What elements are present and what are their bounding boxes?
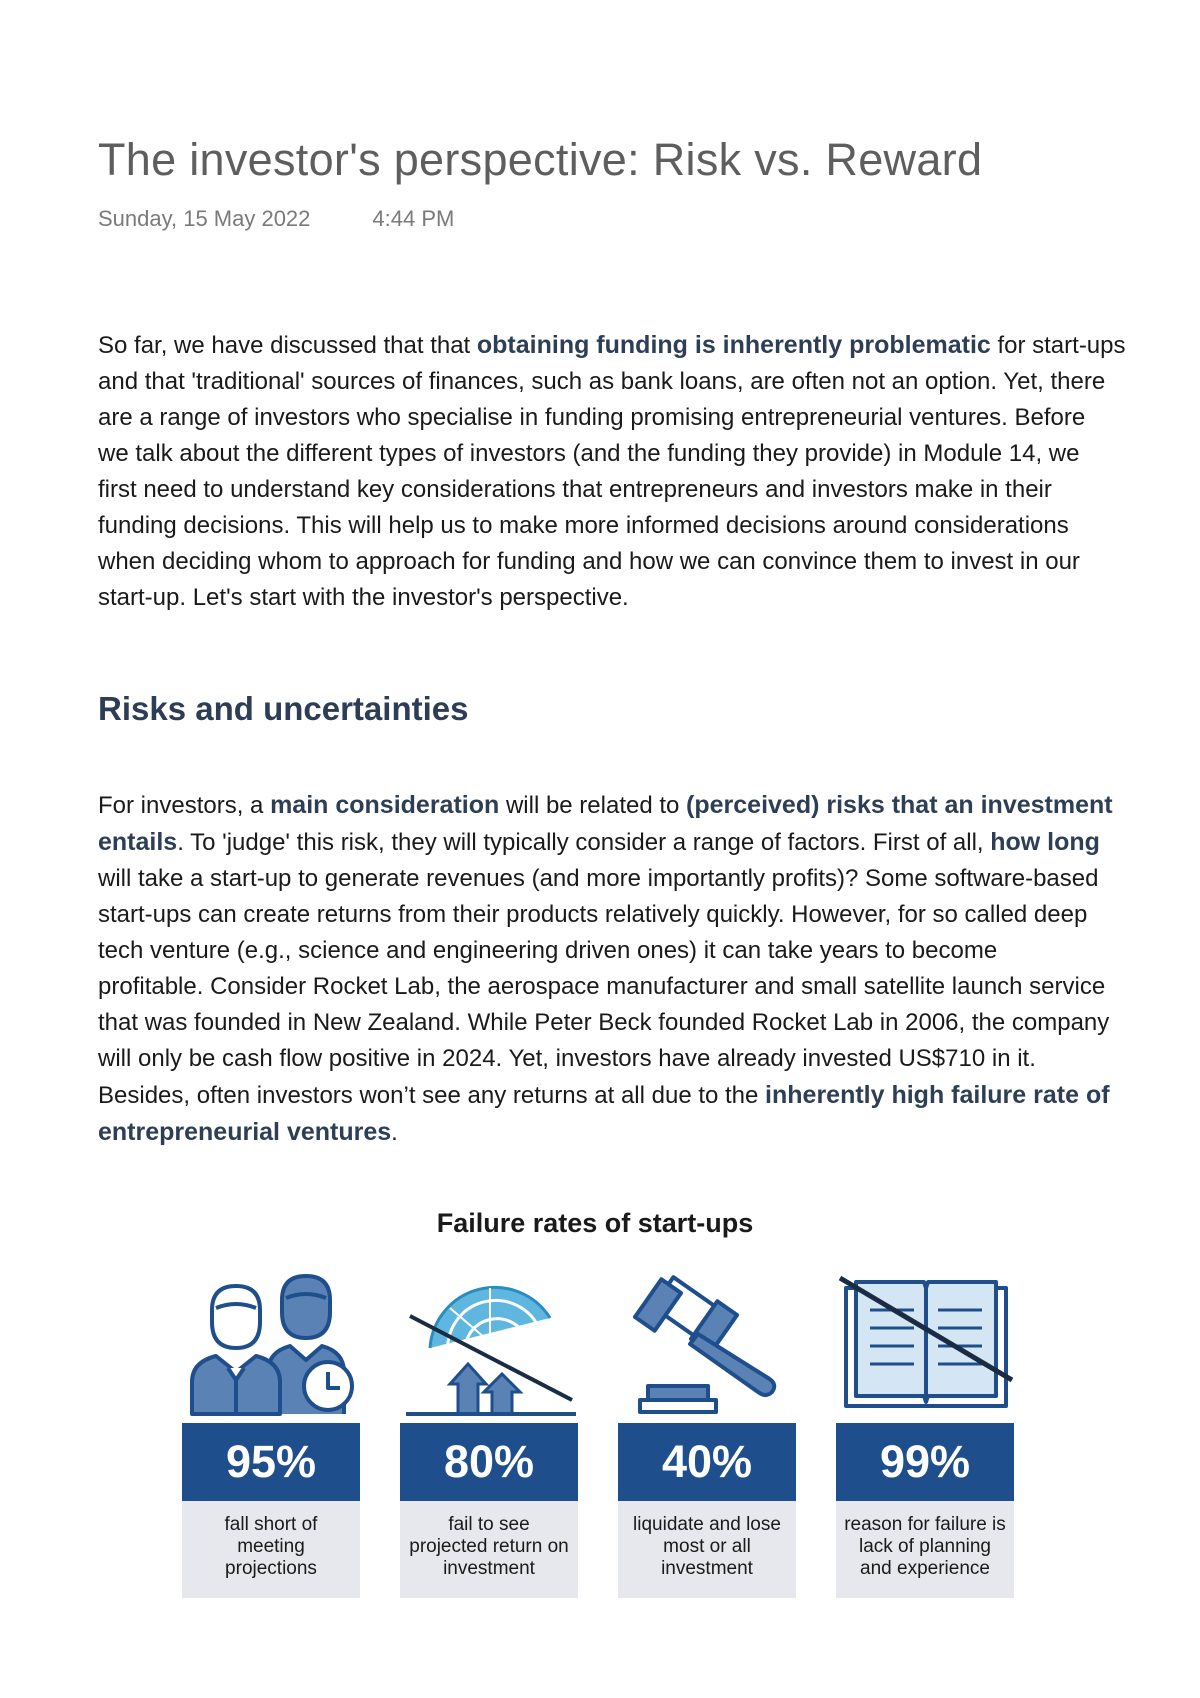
text-line: first need to understand key considerations that entrepreneurs and investors make in their [98, 476, 1052, 503]
text-line: and that 'traditional' sources of finances, such as bank loans, are often not an option. Yet, there [98, 368, 1106, 395]
crossed-book-icon [836, 1268, 1016, 1416]
text-line: will take a start-up to generate revenues (and more importantly profits)? Some software-based [98, 865, 1099, 892]
text-line: that was founded in New Zealand. While Peter Beck founded Rocket Lab in 2006, the company [98, 1009, 1110, 1036]
text-line [98, 1077, 1200, 1114]
bold-phrase: inherently high failure rate of [765, 1081, 1110, 1109]
text-run: For investors, a [98, 792, 271, 819]
people-clock-icon [182, 1268, 362, 1416]
gavel-icon [618, 1268, 798, 1416]
text-line [98, 824, 1200, 861]
text-run: Besides, often investors won’t see any returns at all due to the [98, 1082, 766, 1109]
text-line: are a range of investors who specialise in funding promising entrepreneurial ventures. Before [98, 404, 1086, 431]
text-line: will only be cash flow positive in 2024. Yet, investors have already invested US$710 in it. [98, 1045, 1036, 1072]
text-line: profitable. Consider Rocket Lab, the aerospace manufacturer and small satellite launch service [98, 973, 1106, 1000]
infographic-title: Failure rates of start-ups [436, 1208, 754, 1238]
stat-description: fall short of meeting projections [182, 1501, 360, 1598]
stat-card [618, 1268, 798, 1598]
bold-phrase: entails [98, 828, 178, 856]
bold-phrase: obtaining funding is inherently problematic [476, 331, 991, 359]
stat-value: 95% [182, 1423, 360, 1501]
text-line: funding decisions. This will help us to make more informed decisions around considerations [98, 512, 1069, 539]
text-line [98, 327, 1200, 364]
stat-value: 99% [836, 1423, 1014, 1501]
stat-card [836, 1268, 1016, 1598]
page-title: The investor's perspective: Risk vs. Reward [98, 134, 983, 185]
text-run: So far, we have discussed that that [98, 332, 477, 359]
text-run: for start-ups [990, 332, 1126, 359]
page-time: 4:44 PM [372, 206, 455, 231]
risks-paragraph [98, 787, 1200, 1151]
text-line: when deciding whom to approach for funding and how we can convince them to invest in our [98, 548, 1080, 575]
intro-paragraph [98, 327, 1200, 616]
text-line: tech venture (e.g., science and engineering driven ones) it can take years to become [98, 937, 998, 964]
bold-phrase: (perceived) risks that an investment [686, 791, 1113, 819]
page-date: Sunday, 15 May 2022 [98, 206, 311, 231]
text-line: start-ups can create returns from their products relatively quickly. However, for so called deep [98, 901, 1088, 928]
stat-value: 80% [400, 1423, 578, 1501]
text-line [98, 787, 1200, 824]
stat-card [400, 1268, 580, 1598]
stat-value: 40% [618, 1423, 796, 1501]
text-line: start-up. Let's start with the investor's perspective. [98, 584, 629, 611]
failure-rates-infographic [170, 1208, 1040, 1598]
text-run: . [391, 1119, 398, 1146]
stat-description: liquidate and lose most or all investment [618, 1501, 796, 1598]
bold-phrase: main consideration [270, 791, 500, 819]
date-time [98, 206, 454, 232]
stat-description: reason for failure is lack of planning and experience [836, 1501, 1014, 1598]
text-line: we talk about the different types of investors (and the funding they provide) in Module 14, we [98, 440, 1080, 467]
target-arrows-icon [400, 1268, 580, 1416]
bold-phrase: entrepreneurial ventures [98, 1118, 392, 1146]
text-run: will be related to [499, 792, 687, 819]
text-line [98, 1114, 1200, 1151]
section-heading: Risks and uncertainties [98, 690, 469, 727]
stat-description: fail to see projected return on investment [400, 1501, 578, 1598]
bold-phrase: how long [990, 828, 1100, 856]
text-run: . To 'judge' this risk, they will typically consider a range of factors. First of all, [177, 829, 991, 856]
stat-card [182, 1268, 362, 1598]
